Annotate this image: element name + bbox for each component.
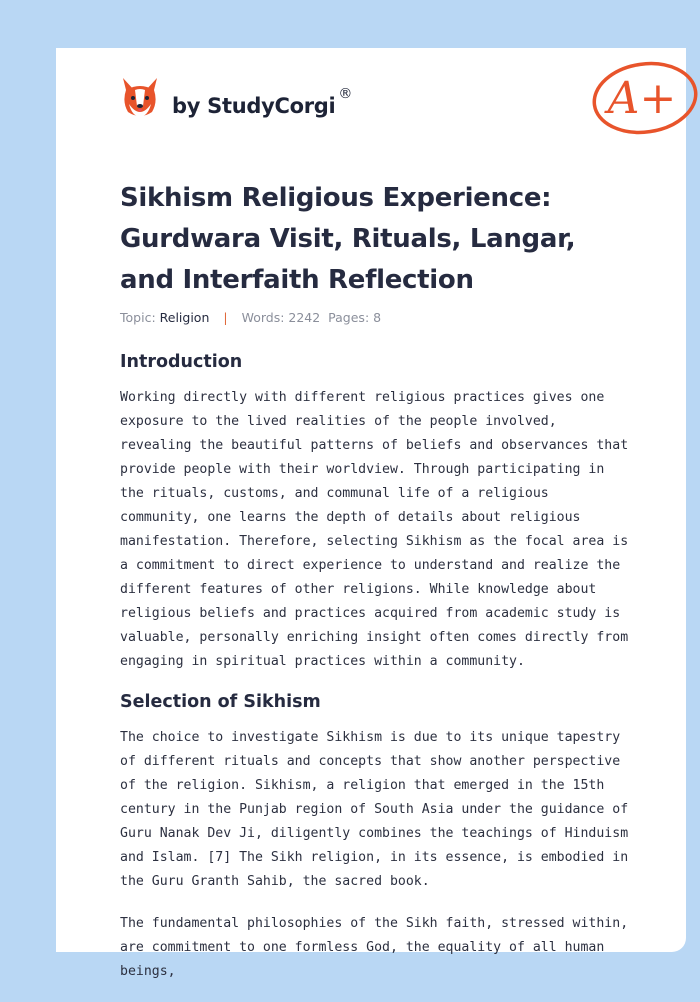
corgi-icon: [120, 76, 160, 122]
topic-label: Topic:: [120, 310, 156, 325]
topic-link[interactable]: Religion: [159, 310, 210, 325]
meta-separator: |: [223, 310, 228, 325]
grade-text: A+: [607, 73, 677, 124]
header: [120, 73, 677, 146]
document-page: [56, 48, 686, 979]
section-heading: Introduction: [120, 352, 243, 372]
page-count: Pages: 8: [328, 310, 382, 325]
studycorgi-logo[interactable]: [120, 76, 352, 122]
document-body: [120, 352, 632, 1002]
word-count: Words: 2242: [241, 310, 321, 325]
section-heading: Selection of Sikhism: [120, 692, 321, 712]
grade-badge: [590, 58, 700, 138]
document-meta: [120, 310, 381, 325]
paragraph: Working directly with different religious practices gives one exposure to the lived realities of the people involved, revealing the beautiful patterns of beliefs and observances that provide people with their worldview. Through participating in the rituals, customs, and communal life of a religious community, one learns the depth of details about religious manifestation. Therefore, selecting Sikhism as the focal area is a commitment to direct experience to understand and realize the different features of other religions. While knowledge about religious beliefs and practices acquired from academic study is valuable, personally enriching insight often comes directly from engaging in spiritual practices within a community.: [120, 390, 629, 669]
brand-name: by StudyCorgi ®: [172, 86, 353, 118]
paragraph: The choice to investigate Sikhism is due to its unique tapestry of different rituals and concepts that show another perspective of the religion. Sikhism, a religion that emerged in the 15th century in the Punjab region of South Asia under the guidance of Guru Nanak Dev Ji, diligently combines the teachings of Hinduism and Islam. [7] The Sikh religion, in its essence, is embodied in the Guru Granth Sahib, the sacred book.: [120, 730, 629, 889]
page-title: Sikhism Religious Experience: Gurdwara Visit, Rituals, Langar, and Interfaith Reflection: [120, 183, 576, 295]
paragraph: The fundamental philosophies of the Sikh faith, stressed within, are commitment to one formless God, the equality of all human beings,: [120, 916, 629, 979]
